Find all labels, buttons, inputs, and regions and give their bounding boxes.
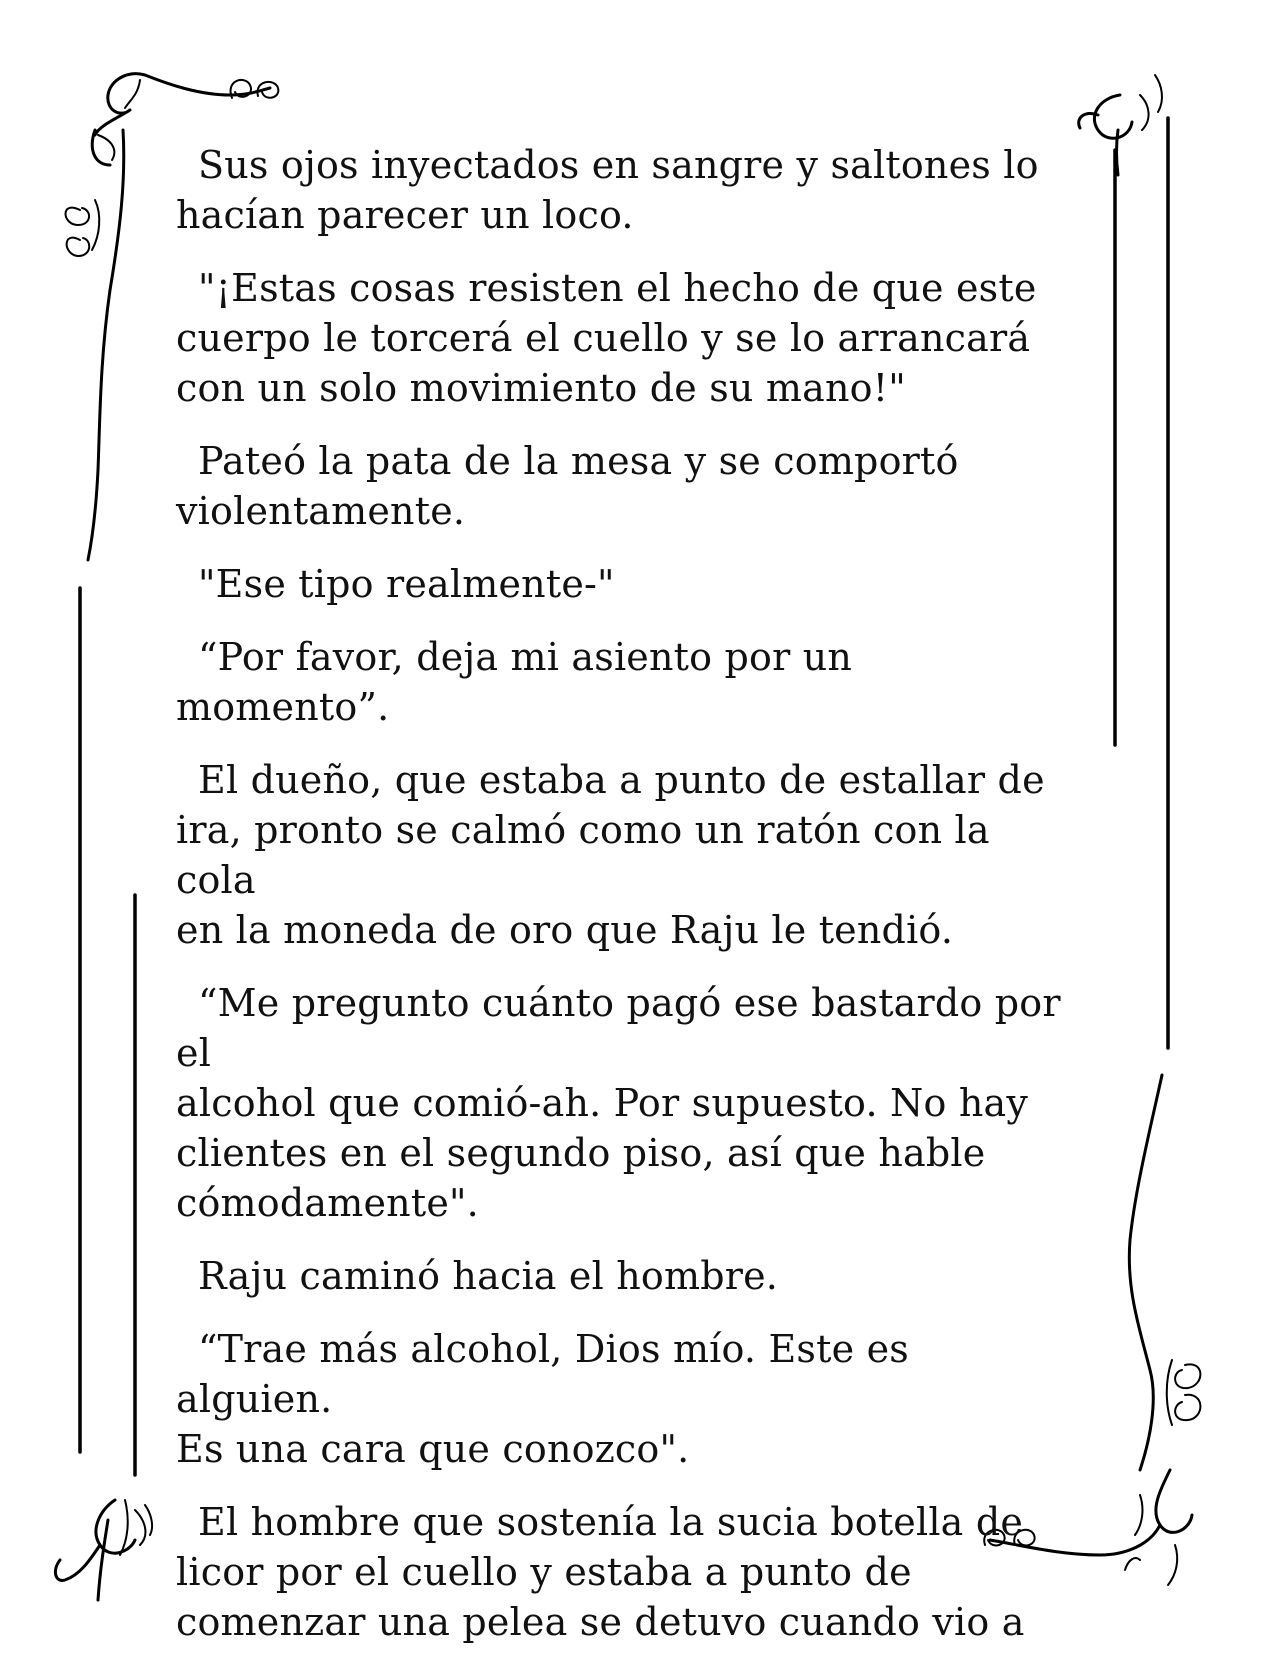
paragraph: Pateó la pata de la mesa y se comportó violentamente. xyxy=(176,439,959,533)
page-text xyxy=(176,140,1076,1670)
paragraph: “Trae más alcohol, Dios mío. Este es alguien. Es una cara que conozco". xyxy=(176,1327,909,1471)
paragraph: El dueño, que estaba a punto de estallar de ira, pronto se calmó como un ratón con la cola en la moneda de oro que Raju le tendió. xyxy=(176,758,1045,952)
paragraph: "¡Estas cosas resisten el hecho de que este cuerpo le torcerá el cuello y se lo arrancará con un solo movimiento de su mano!" xyxy=(176,266,1037,410)
paragraph: El hombre que sostenía la sucia botella de licor por el cuello y estaba a punto de comenzar una pelea se detuvo cuando vio a xyxy=(176,1500,1025,1644)
bottom-left-flourish xyxy=(55,1500,152,1600)
paragraph: “Por favor, deja mi asiento por un momento”. xyxy=(176,635,853,729)
top-right-flourish xyxy=(1079,75,1162,175)
paragraph: Sus ojos inyectados en sangre y saltones lo hacían parecer un loco. xyxy=(176,143,1039,237)
paragraph: "Ese tipo realmente-" xyxy=(198,562,615,606)
paragraph: “Me pregunto cuánto pagó ese bastardo por el alcohol que comió-ah. Por supuesto. No hay clientes en el segundo piso, así que hable cómodamente". xyxy=(176,981,1061,1225)
paragraph: Raju caminó hacia el hombre. xyxy=(198,1254,779,1298)
